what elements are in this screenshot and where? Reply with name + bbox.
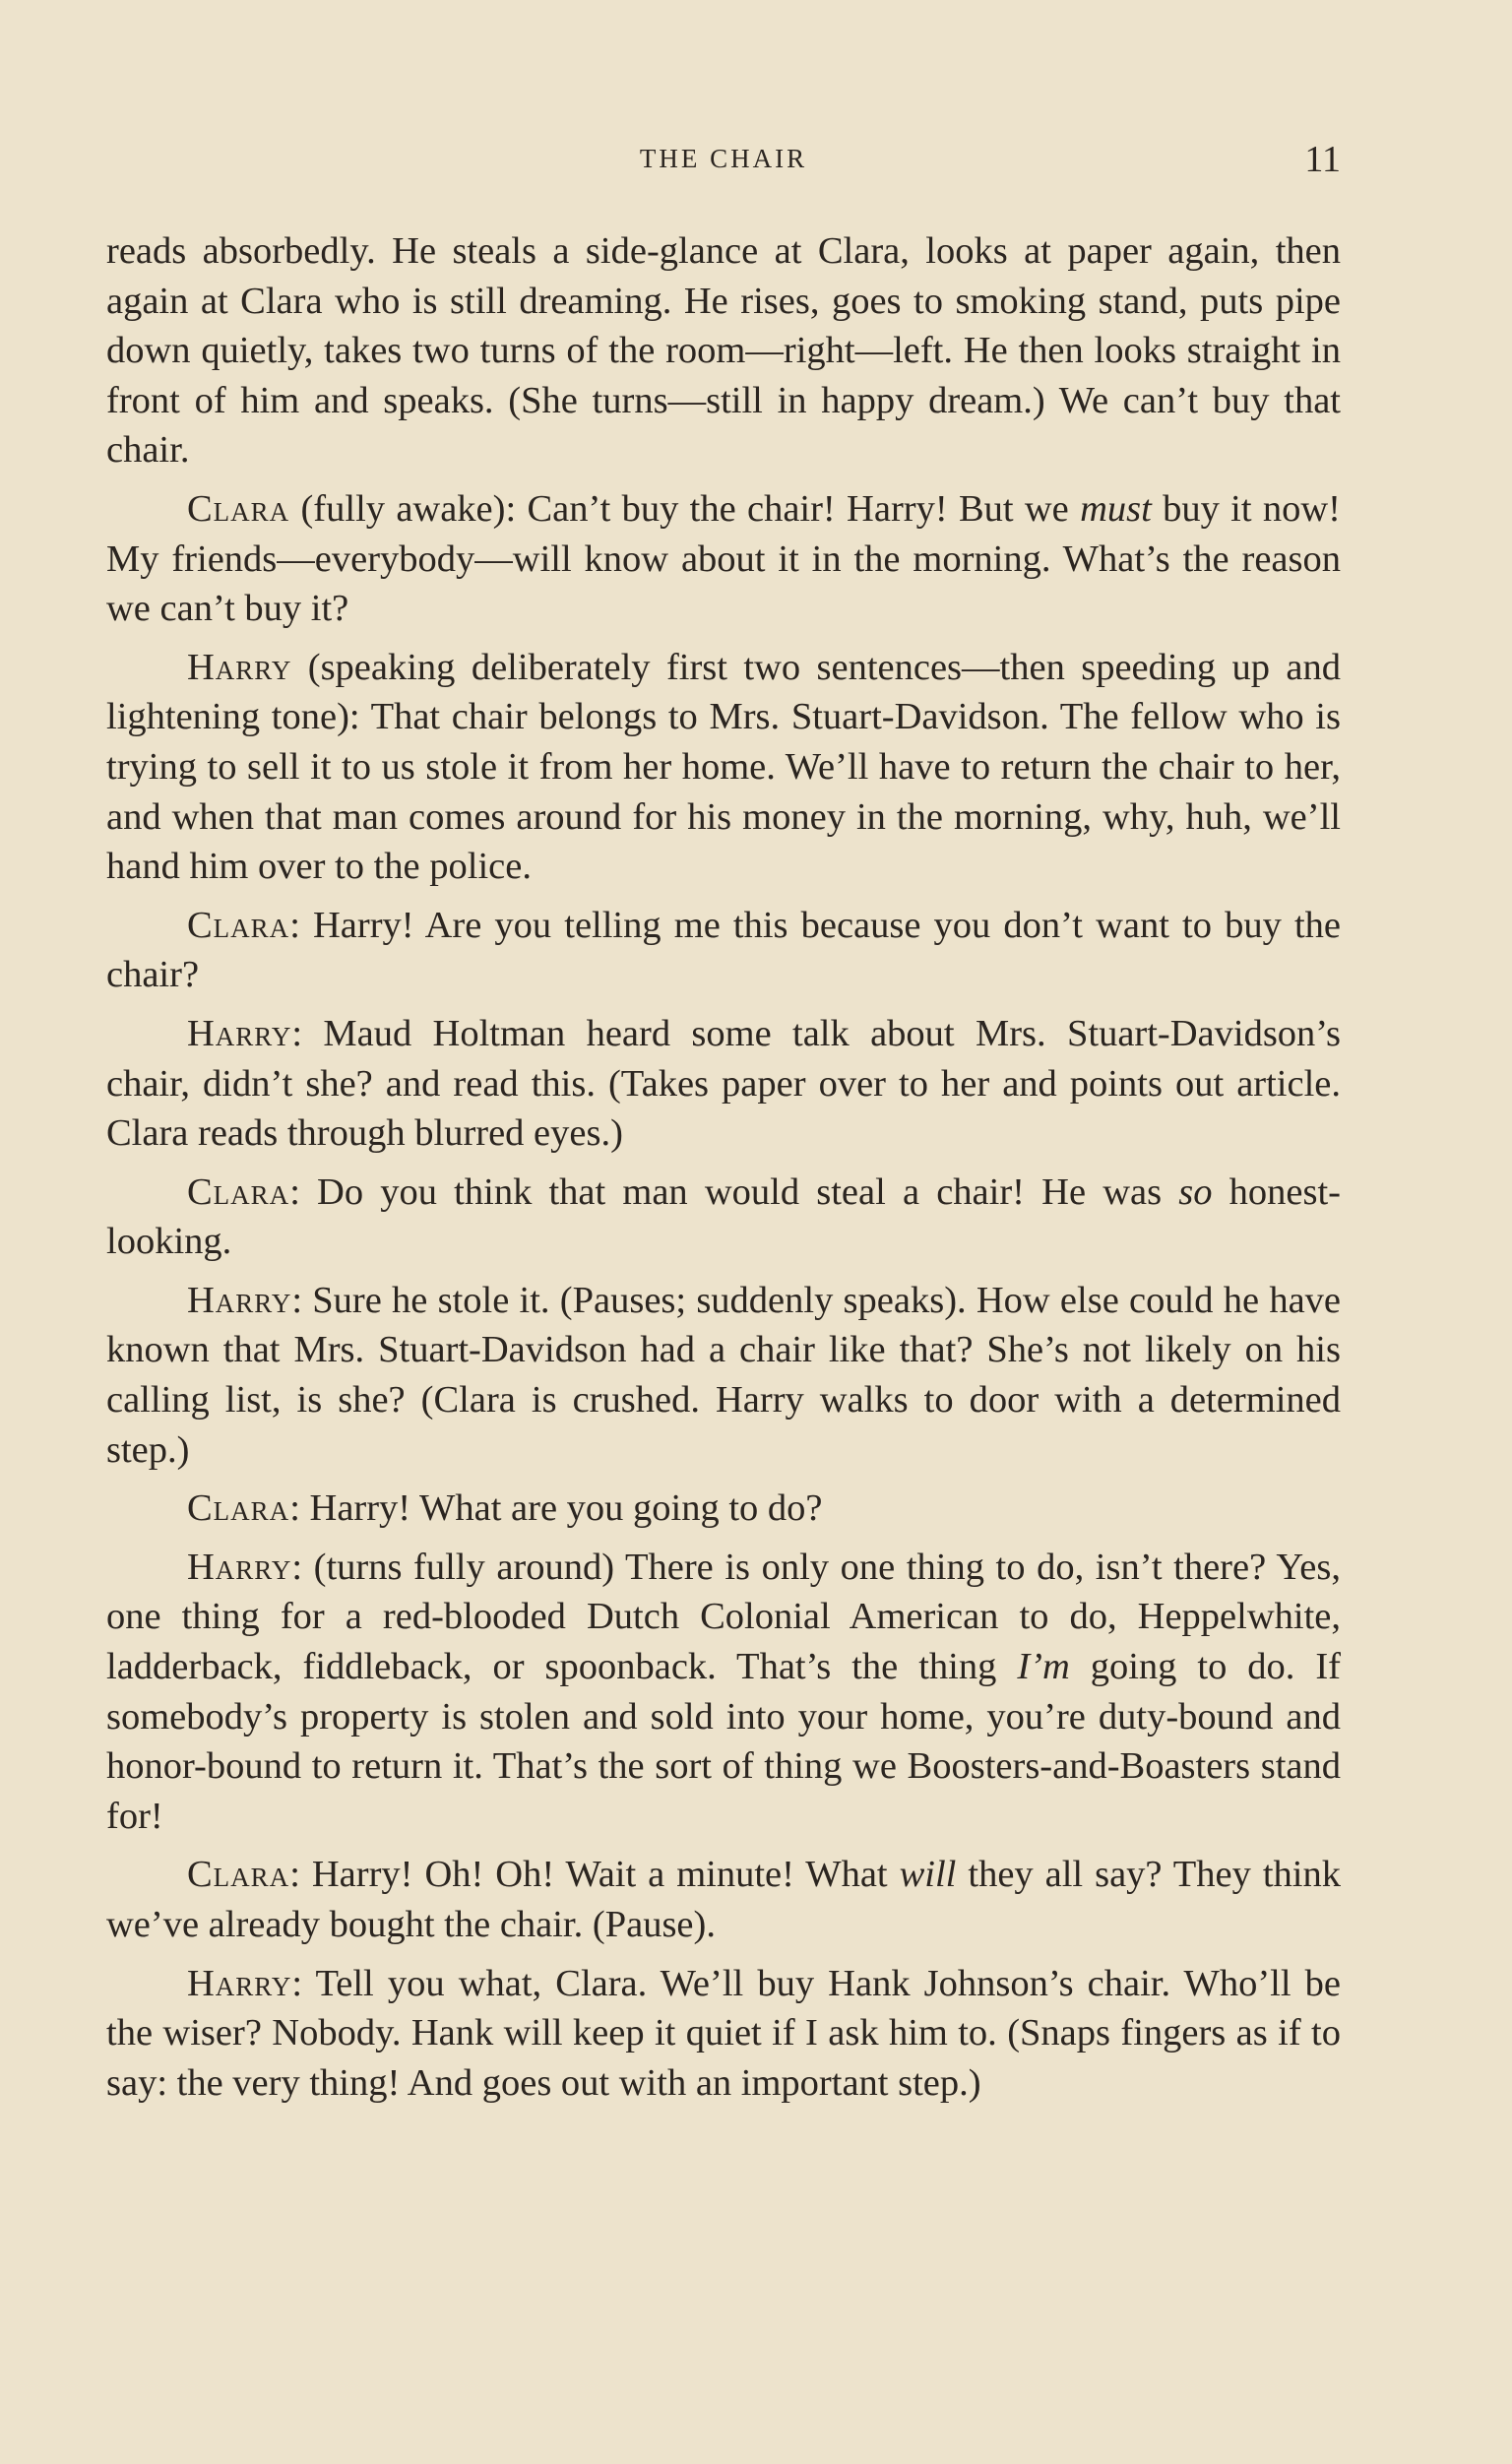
paragraph [106, 1168, 1341, 1267]
speaker-name: Clara [187, 487, 290, 530]
paragraph [106, 226, 1341, 475]
paragraph-text: : Sure he stole it. (Pauses; suddenly speaks). How else could he have known that Mrs. Stuart-Davidson had a chair like that? She’s not likely on his calling list, is she? (Clara is crushed. Harry walks to door with a determined step.) [106, 1279, 1341, 1471]
paragraph [106, 1850, 1341, 1949]
running-title: THE CHAIR [639, 144, 808, 173]
paragraph-text: (fully awake): Can’t buy the chair! Harry! But we [289, 487, 1081, 530]
paragraph [106, 1959, 1341, 2109]
paragraph [106, 643, 1341, 892]
speaker-name: Clara [187, 1170, 290, 1213]
emphasis: so [1178, 1170, 1213, 1213]
paragraph-text: : Harry! What are you going to do? [289, 1487, 823, 1530]
running-head [106, 138, 1341, 181]
page-number: 11 [1304, 139, 1341, 180]
speaker-name: Clara [187, 1854, 290, 1896]
paragraph-text: : Harry! Are you telling me this because you don’t want to buy the chair? [106, 904, 1341, 996]
speaker-name: Harry [187, 1012, 292, 1054]
paragraph-text: : Harry! Oh! Oh! Wait a minute! What [289, 1854, 900, 1896]
paragraph-text: going to do. If somebody’s property is stolen and sold into your home, you’re duty-bound and honor-bound to return it. That’s the sort of thing we Boosters-and-Boasters stand for! [106, 1646, 1341, 1837]
paragraph [106, 1009, 1341, 1159]
paragraph [106, 901, 1341, 1000]
speaker-name: Clara [187, 1487, 290, 1530]
paragraph [106, 1276, 1341, 1475]
paragraph-text: they all say? They think we’ve already bought the chair. (Pause). [106, 1854, 1341, 1945]
speaker-name: Clara [187, 904, 290, 946]
paragraph-text: honest-looking. [106, 1170, 1341, 1263]
paragraph-text: (speaking deliberately first two sentences—then speeding up and lightening tone): That chair belongs to Mrs. Stuart-Davidson. The fellow who is trying to sell it to us stole it from her home. We’ll have to return the chair to her, and when that man comes around for his money in the morning, why, huh, we’ll hand him over to the police. [106, 646, 1341, 888]
speaker-name: Harry [187, 646, 292, 688]
speaker-name: Harry [187, 1962, 292, 2004]
paragraph-text: : Maud Holtman heard some talk about Mrs. Stuart-Davidson’s chair, didn’t she? and read this. (Takes paper over to her and points out article. Clara reads through blurred eyes.) [106, 1012, 1341, 1155]
paragraph [106, 1543, 1341, 1842]
paragraph-text: buy it now! My friends—everybody—will know about it in the morning. What’s the reason we can’t buy it? [106, 487, 1341, 630]
paragraph-text: reads absorbedly. He steals a side-glance at Clara, looks at paper again, then again at Clara who is still dreaming. He rises, goes to smoking stand, puts pipe down quietly, takes two turns of the room—right—left. He then looks straight in front of him and speaks. (She turns—still in happy dream.) We can’t buy that chair. [106, 230, 1341, 472]
emphasis: must [1080, 487, 1152, 530]
paragraph [106, 484, 1341, 634]
body-text [106, 226, 1341, 2117]
paragraph-text: : (turns fully around) There is only one thing to do, isn’t there? Yes, one thing for a red-blooded Dutch Colonial American to do, Heppelwhite, ladderback, fiddleback, or spoonback. That’s the thing [106, 1546, 1341, 1688]
paragraph-text: : Do you think that man would steal a chair! He was [289, 1170, 1179, 1213]
paragraph [106, 1484, 1341, 1534]
speaker-name: Harry [187, 1546, 292, 1588]
emphasis: will [899, 1854, 957, 1896]
paragraph-text: : Tell you what, Clara. We’ll buy Hank Johnson’s chair. Who’ll be the wiser? Nobody. Hank will keep it quiet if I ask him to. (Snaps fingers as if to say: the very thing! And goes out with an important step.) [106, 1962, 1341, 2104]
speaker-name: Harry [187, 1279, 292, 1321]
emphasis: I’m [1017, 1646, 1070, 1688]
